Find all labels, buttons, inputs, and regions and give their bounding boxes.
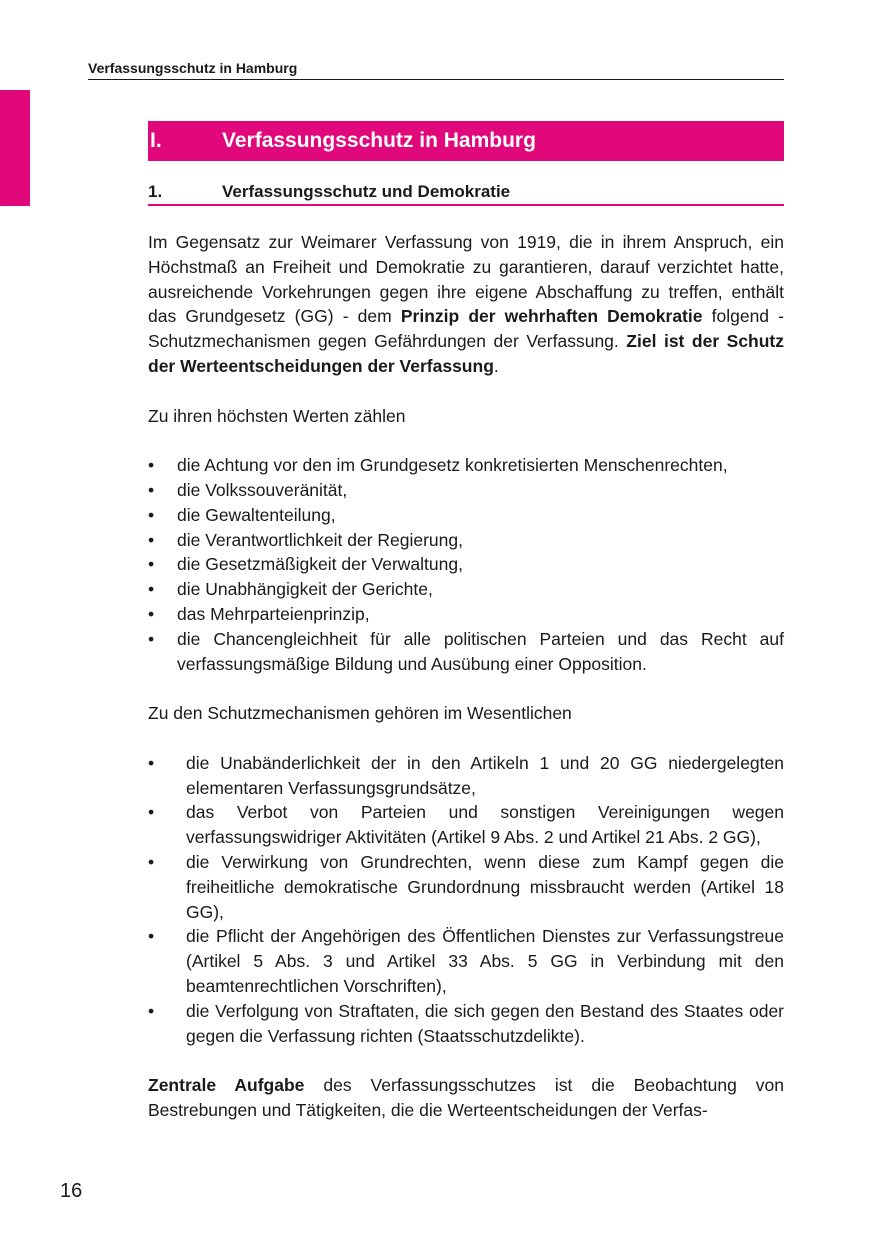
section-heading bbox=[148, 180, 784, 206]
list-item: • die Verfolgung von Straftaten, die sich gegen den Bestand des Staates oder gegen die Verfassung richten (Staatsschutzdelikte). bbox=[148, 1000, 784, 1046]
emphasis-wehrhafte-demokratie: Prinzip der wehrhaften Demokratie bbox=[400, 306, 703, 327]
bullet-icon: • bbox=[148, 603, 155, 624]
emphasis-ziel: Ziel ist der Schutz der Werteentscheidungen der Verfassung bbox=[148, 331, 785, 376]
section-title: Verfassungsschutz und Demokratie bbox=[222, 182, 511, 201]
list-item: • die Achtung vor den im Grundgesetz konkretisierten Menschenrechten, bbox=[148, 453, 784, 478]
chapter-side-tab bbox=[0, 90, 30, 206]
bullet-icon: • bbox=[148, 802, 155, 823]
body-text bbox=[148, 230, 784, 1123]
chapter-title: Verfassungsschutz in Hamburg bbox=[222, 129, 536, 152]
list-item: • die Verwirkung von Grundrechten, wenn diese zum Kampf gegen die freiheitliche demokratische Grundordnung missbraucht werden (Artikel 18 GG), bbox=[148, 851, 784, 922]
intro-paragraph: Im Gegensatz zur Weimarer Verfassung von 1919, die in ihrem Anspruch, ein Höchstmaß an Freiheit und Demokratie zu garantieren, darauf verzichtet hatte, ausreichende Vorkehrungen gegen ihre eigene Abschaffung zu treffen, enthält das Grundgesetz (GG) - dem Prinzip der wehrhaften Demokratie folgend - Schutzmechanismen gegen Gefährdungen der Verfassung. Ziel ist der Schutz der Werteentscheidungen der Verfassung. bbox=[148, 232, 785, 376]
values-intro: Zu ihren höchsten Werten zählen bbox=[148, 405, 406, 426]
emphasis-zentrale-aufgabe: Zentrale Aufgabe bbox=[148, 1075, 305, 1096]
list-item: • die Unabänderlichkeit der in den Artikeln 1 und 20 GG niedergelegten elementaren Verfassungsgrundsätze, bbox=[148, 752, 784, 798]
bullet-icon: • bbox=[148, 504, 155, 525]
list-item: • die Gewaltenteilung, bbox=[148, 503, 784, 528]
chapter-number: I. bbox=[150, 129, 162, 152]
list-item: • die Volkssouveränität, bbox=[148, 478, 784, 503]
bullet-icon: • bbox=[148, 455, 155, 476]
bullet-icon: • bbox=[148, 554, 155, 575]
running-header: Verfassungsschutz in Hamburg bbox=[88, 60, 784, 80]
list-item: • das Mehrparteienprinzip, bbox=[148, 602, 784, 627]
list-item: • die Verantwortlichkeit der Regierung, bbox=[148, 528, 784, 553]
bullet-icon: • bbox=[148, 851, 155, 872]
values-list bbox=[148, 453, 784, 676]
bullet-icon: • bbox=[148, 579, 155, 600]
list-item: • die Chancengleichheit für alle politischen Parteien und das Recht auf verfassungsmäßige Bildung und Ausübung einer Opposition. bbox=[148, 628, 784, 674]
list-item: • die Unabhängigkeit der Gerichte, bbox=[148, 577, 784, 602]
section-number: 1. bbox=[148, 182, 163, 201]
closing-paragraph: Zentrale Aufgabe des Verfassungsschutzes ist die Beobachtung von Bestrebungen und Tätigkeiten, die die Werteentscheidungen der Verfas- bbox=[148, 1075, 784, 1120]
bullet-icon: • bbox=[148, 628, 155, 649]
bullet-icon: • bbox=[148, 752, 155, 773]
page-number: 16 bbox=[60, 1180, 83, 1202]
bullet-icon: • bbox=[148, 529, 155, 550]
bullet-icon: • bbox=[148, 926, 155, 947]
bullet-icon: • bbox=[148, 1000, 155, 1021]
mechanisms-intro: Zu den Schutzmechanismen gehören im Wesentlichen bbox=[148, 703, 572, 724]
bullet-icon: • bbox=[148, 479, 155, 500]
list-item: • das Verbot von Parteien und sonstigen Vereinigungen wegen verfassungswidriger Aktivitäten (Artikel 9 Abs. 2 und Artikel 21 Abs. 2 GG), bbox=[148, 802, 784, 848]
chapter-heading bbox=[148, 121, 784, 161]
mechanisms-list bbox=[148, 751, 784, 1049]
list-item: • die Pflicht der Angehörigen des Öffentlichen Dienstes zur Verfassungstreue (Artikel 5 Abs. 3 und Artikel 33 Abs. 5 GG in Verbindung mit den beamtenrechtlichen Vorschriften), bbox=[148, 926, 784, 996]
list-item: • die Gesetzmäßigkeit der Verwaltung, bbox=[148, 552, 784, 577]
